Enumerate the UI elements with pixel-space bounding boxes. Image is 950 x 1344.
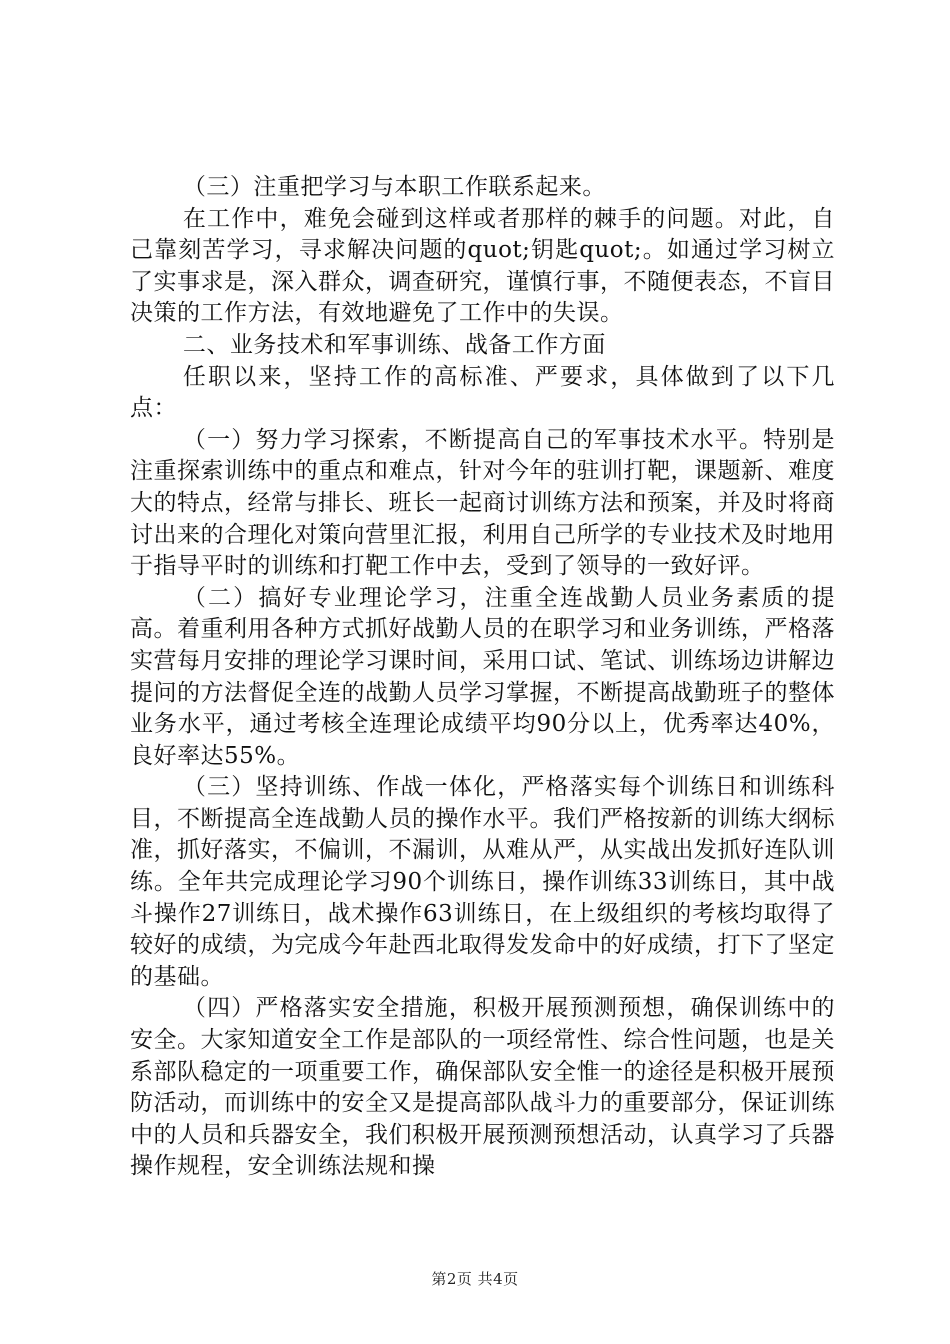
document-body: [130, 172, 835, 1183]
paragraph: （一）努力学习探索，不断提高自己的军事技术水平。特别是注重探索训练中的重点和难点，针对今年的驻训打靶，课题新、难度大的特点，经常与排长、班长一起商讨训练方法和预案，并及时将商讨出来的合理化对策向营里汇报，利用自己所学的专业技术及时地用于指导平时的训练和打靶工作中去，受到了领导的一致好评。: [130, 426, 835, 580]
section-heading-3: （三）注重把学习与本职工作联系起来。: [182, 174, 606, 200]
paragraph: 在工作中，难免会碰到这样或者那样的棘手的问题。对此，自己靠刻苦学习，寻求解决问题的quot;钥匙quot;。如通过学习树立了实事求是，深入群众，调查研究，谨慎行事，不随便表态，不盲目决策的工作方法，有效地避免了工作中的失误。: [130, 205, 835, 327]
paragraph: （三）坚持训练、作战一体化，严格落实每个训练日和训练科目，不断提高全连战勤人员的操作水平。我们严格按新的训练大纲标准，抓好落实，不偏训，不漏训，从难从严，从实战出发抓好连队训练。全年共完成理论学习90个训练日，操作训练33训练日，其中战斗操作27训练日，战术操作63训练日，在上级组织的考核均取得了较好的成绩，为完成今年赴西北取得发发命中的好成绩，打下了坚定的基础。: [130, 774, 835, 990]
page-number-footer: 第2页 共4页: [431, 1270, 519, 1288]
paragraph: 任职以来，坚持工作的高标准、严要求，具体做到了以下几点：: [130, 363, 835, 422]
paragraph: （四）严格落实安全措施，积极开展预测预想，确保训练中的安全。大家知道安全工作是部队的一项经常性、综合性问题，也是关系部队稳定的一项重要工作，确保部队安全惟一的途径是积极开展预防活动，而训练中的安全又是提高部队战斗力的重要部分，保证训练中的人员和兵器安全，我们积极开展预测预想活动，认真学习了兵器操作规程，安全训练法规和操: [130, 995, 835, 1180]
section-heading-2: 二、业务技术和军事训练、战备工作方面: [182, 331, 606, 358]
paragraph: （二）搞好专业理论学习，注重全连战勤人员业务素质的提高。着重利用各种方式抓好战勤人员的在职学习和业务训练，严格落实营每月安排的理论学习课时间，采用口试、笔试、训练场边讲解边提问的方法督促全连的战勤人员学习掌握，不断提高战勤班子的整体业务水平，通过考核全连理论成绩平均90分以上，优秀率达40%，良好率达55%。: [130, 584, 835, 769]
